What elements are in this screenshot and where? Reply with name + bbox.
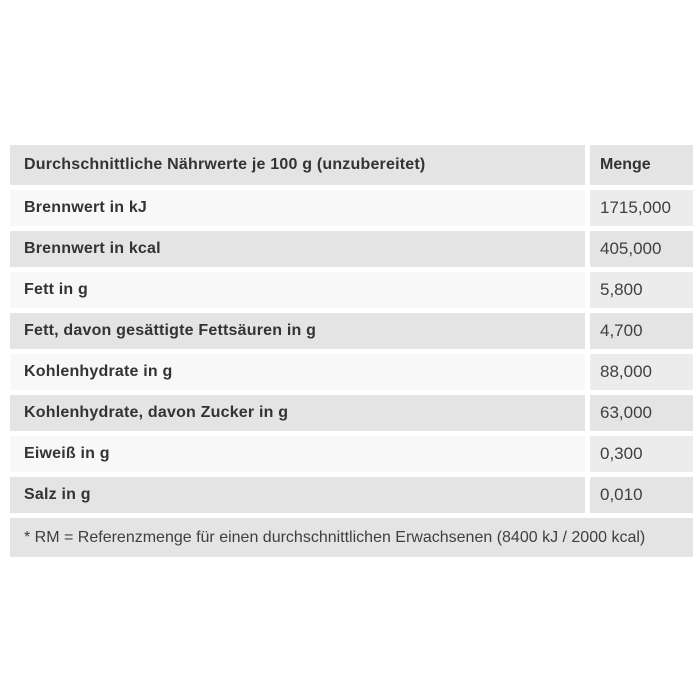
row-label: Fett, davon gesättigte Fettsäuren in g	[10, 313, 585, 349]
row-value: 63,000	[590, 395, 693, 431]
table-header-row	[10, 145, 693, 185]
row-value: 1715,000	[590, 190, 693, 226]
header-label: Durchschnittliche Nährwerte je 100 g (unzubereitet)	[10, 145, 585, 185]
row-value: 88,000	[590, 354, 693, 390]
table-row	[10, 272, 693, 308]
row-label: Salz in g	[10, 477, 585, 513]
row-label: Eiweiß in g	[10, 436, 585, 472]
row-value: 0,010	[590, 477, 693, 513]
table-row	[10, 231, 693, 267]
footnote-row	[10, 518, 693, 557]
row-value: 0,300	[590, 436, 693, 472]
table-row	[10, 313, 693, 349]
table-row	[10, 190, 693, 226]
row-label: Brennwert in kcal	[10, 231, 585, 267]
row-label: Brennwert in kJ	[10, 190, 585, 226]
footnote-text: * RM = Referenzmenge für einen durchschnittlichen Erwachsenen (8400 kJ / 2000 kcal)	[24, 529, 646, 546]
table-row	[10, 395, 693, 431]
row-label: Kohlenhydrate, davon Zucker in g	[10, 395, 585, 431]
nutrition-table	[10, 145, 693, 557]
row-value: 405,000	[590, 231, 693, 267]
table-row	[10, 477, 693, 513]
row-label: Fett in g	[10, 272, 585, 308]
row-value: 4,700	[590, 313, 693, 349]
row-value: 5,800	[590, 272, 693, 308]
table-row	[10, 354, 693, 390]
header-value-label: Menge	[590, 145, 693, 185]
row-label: Kohlenhydrate in g	[10, 354, 585, 390]
table-row	[10, 436, 693, 472]
